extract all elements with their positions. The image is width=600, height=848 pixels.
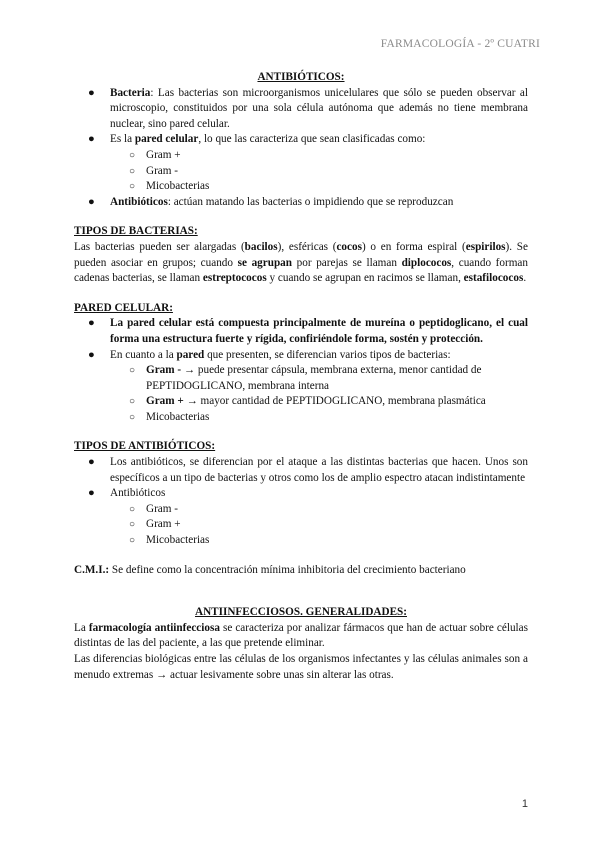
sub-item-text: Gram - <box>146 164 178 177</box>
circle-bullet-icon: ○ <box>129 165 136 177</box>
bold-term: espirilos <box>465 240 506 253</box>
section-title-tipos-antibioticos: TIPOS DE ANTIBIÓTICOS: <box>74 440 216 453</box>
bold-term: estafilococos <box>463 272 524 285</box>
text-run: ), esféricas ( <box>277 240 337 253</box>
antiinfecciosos-paragraph-1 <box>74 621 528 652</box>
circle-bullet-icon: ○ <box>129 503 136 515</box>
bullet-icon: ● <box>88 487 95 500</box>
circle-bullet-icon: ○ <box>129 411 136 423</box>
sub-list-item <box>74 363 528 394</box>
bold-term: Bacteria <box>110 86 151 99</box>
text-run: La <box>74 621 89 634</box>
circle-bullet-icon: ○ <box>129 396 136 408</box>
list-item-text: Los antibióticos, se diferencian por el ataque a las distintas bacterias que hacen. Unos son específicos a un tipo de bacterias y otros como los de amplio espectro atacan indistintamente <box>110 456 528 484</box>
sub-item-text: Gram + <box>146 518 181 531</box>
sub-item-text: → mayor cantidad de PEPTIDOGLICANO, membrana plasmática <box>183 395 486 408</box>
list-item <box>74 455 528 486</box>
cmi-definition <box>74 563 528 579</box>
text-run: ). Se pueden asociar en grupos; cuando <box>74 240 528 269</box>
sub-list-item <box>74 533 528 549</box>
circle-bullet-icon: ○ <box>129 181 136 193</box>
bold-term: farmacología antiinfecciosa <box>88 621 220 634</box>
page-number: 1 <box>521 798 528 810</box>
list-item <box>74 132 528 148</box>
sub-list-item <box>74 410 528 426</box>
circle-bullet-icon: ○ <box>129 519 136 531</box>
text-run: Las bacterias pueden ser alargadas ( <box>74 240 245 253</box>
list-item-text: Antibióticos <box>110 487 166 500</box>
sub-item-text: Micobacterias <box>146 180 210 193</box>
sub-list-item <box>74 179 528 195</box>
text-run: se caracteriza por analizar fármacos que han de actuar sobre células distintas de las del paciente, a las que pretende eliminar. <box>74 621 528 650</box>
circle-bullet-icon: ○ <box>129 149 136 161</box>
bullet-icon: ● <box>88 195 95 208</box>
text-run: por parejas se llaman <box>292 256 402 269</box>
list-item-text: : actúan matando las bacterias o impidiendo que se reproduzcan <box>167 195 454 208</box>
sub-list-item <box>74 502 528 518</box>
sub-item-text: Gram + <box>146 148 181 161</box>
sub-list-item <box>74 394 528 410</box>
list-item-text: Es la <box>110 133 135 146</box>
bold-term: Gram - <box>146 364 182 377</box>
list-item-text: : Las bacterias son microorganismos unicelulares que sólo se pueden observar al microscopio, constituidos por una sola célula autónoma que además no tiene membrana nuclear, sino pared celular. <box>110 86 528 130</box>
list-item-text: , lo que las caracteriza que sean clasificadas como: <box>198 133 426 146</box>
sub-item-text: → puede presentar cápsula, membrana externa, menor cantidad de PEPTIDOGLICANO, membrana interna <box>146 364 482 392</box>
bold-statement: La pared celular está compuesta principalmente de mureína o peptidoglicano, el cual forma una estructura fuerte y rígida, confiriéndole forma, sostén y protección. <box>110 317 528 345</box>
circle-bullet-icon: ○ <box>129 535 136 547</box>
list-item <box>74 195 528 211</box>
text-run: ) o en forma espiral ( <box>361 240 466 253</box>
bold-term: pared celular <box>134 133 199 146</box>
sub-list-item <box>74 148 528 164</box>
bullet-icon: ● <box>88 86 95 99</box>
list-item-text: En cuanto a la <box>110 348 177 361</box>
bullet-icon: ● <box>88 456 95 469</box>
text-run: . <box>523 272 527 285</box>
section-title-antibioticos: ANTIBIÓTICOS: <box>257 71 345 83</box>
bold-term: cocos <box>336 240 362 253</box>
tipos-bacterias-paragraph <box>74 240 528 287</box>
bold-term: se agrupan <box>237 256 292 269</box>
sub-item-text: Gram - <box>146 502 178 515</box>
sub-list-item <box>74 164 528 180</box>
bold-term: bacilos <box>244 240 278 253</box>
sub-list-item <box>74 517 528 533</box>
section-title-pared-celular: PARED CELULAR: <box>74 301 173 314</box>
tipos-antibioticos-list <box>74 455 528 549</box>
section-title-tipos-bacterias: TIPOS DE BACTERIAS: <box>74 225 198 238</box>
list-item <box>74 348 528 364</box>
bold-term: estreptococos <box>202 272 267 285</box>
bold-term: diplococos <box>401 256 452 269</box>
bullet-icon: ● <box>88 133 95 146</box>
sub-item-text: Micobacterias <box>146 534 210 547</box>
antibioticos-list <box>74 86 528 211</box>
pared-celular-list <box>74 316 528 425</box>
bold-term: Antibióticos <box>110 195 168 208</box>
bold-term: C.M.I.: <box>74 563 110 576</box>
antiinfecciosos-paragraph-2: Las diferencias biológicas entre las células de los organismos infectantes y las células animales son a menudo extremas → actuar lesivamente sobre unas sin alterar las otras. <box>74 653 528 681</box>
section-title-antiinfecciosos: ANTIINFECCIOSOS. GENERALIDADES: <box>195 606 407 619</box>
sub-item-text: Micobacterias <box>146 410 210 423</box>
text-run: y cuando se agrupan en racimos se llaman, <box>266 272 464 285</box>
list-item <box>74 316 528 347</box>
list-item <box>74 86 528 133</box>
text-run: , cuando forman cadenas bacterias, se llaman <box>74 256 528 285</box>
document-body <box>74 70 528 683</box>
list-item <box>74 486 528 502</box>
cmi-text: Se define como la concentración mínima inhibitoria del crecimiento bacteriano <box>109 563 466 576</box>
page-header: FARMACOLOGÍA - 2º CUATRI <box>380 38 540 50</box>
list-item-text: que presenten, se diferencian varios tipos de bacterias: <box>204 348 451 361</box>
bold-term: pared <box>176 348 205 361</box>
bold-term: Gram + <box>146 395 184 408</box>
bullet-icon: ● <box>88 348 95 361</box>
bullet-icon: ● <box>88 317 95 330</box>
circle-bullet-icon: ○ <box>129 365 136 377</box>
